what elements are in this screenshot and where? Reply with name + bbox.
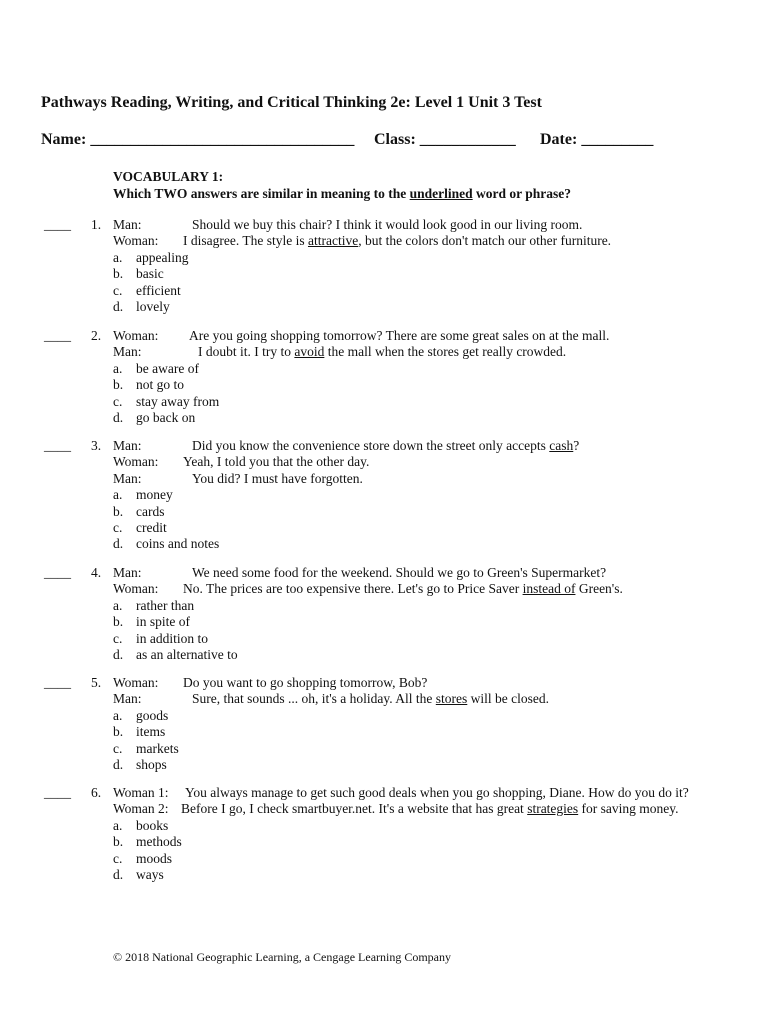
option-letter: d. bbox=[113, 757, 124, 772]
line-text: Before I go, I check smartbuyer.net. It's a website that has great bbox=[181, 801, 528, 817]
answer-option bbox=[113, 504, 164, 520]
date-field: Date: _________ bbox=[540, 131, 654, 148]
instruction-text: Which TWO answers are similar in meaning to the bbox=[113, 186, 410, 201]
answer-option bbox=[113, 598, 194, 614]
section-instruction bbox=[113, 185, 571, 202]
copyright-footer: © 2018 National Geographic Learning, a Cengage Learning Company bbox=[113, 950, 452, 964]
answer-blank[interactable]: ____ bbox=[44, 328, 71, 343]
answer-option bbox=[113, 614, 190, 630]
dialogue-line bbox=[113, 344, 566, 360]
option-text: credit bbox=[136, 520, 167, 535]
speaker: Man: bbox=[113, 691, 142, 707]
answer-blank[interactable]: ____ bbox=[44, 217, 71, 232]
option-letter: a. bbox=[113, 249, 123, 265]
option-letter: b. bbox=[113, 503, 124, 519]
option-letter: d. bbox=[113, 536, 124, 552]
line-text: You did? I must have forgotten. bbox=[192, 470, 363, 486]
answer-option bbox=[113, 394, 219, 410]
option-letter: b. bbox=[113, 724, 124, 740]
answer-option bbox=[113, 487, 173, 503]
option-letter: d. bbox=[113, 647, 124, 662]
option-letter: b. bbox=[113, 377, 124, 393]
underlined-word: stores bbox=[435, 691, 468, 707]
answer-option bbox=[113, 283, 181, 299]
answer-option bbox=[113, 631, 208, 647]
answer-option bbox=[113, 299, 170, 315]
dialogue-line bbox=[113, 581, 623, 597]
option-letter: b. bbox=[113, 266, 124, 282]
answer-option bbox=[113, 851, 172, 867]
option-text: go back on bbox=[136, 410, 196, 425]
option-text: cards bbox=[136, 503, 165, 519]
question-number: 4. bbox=[91, 565, 102, 580]
answer-option bbox=[113, 410, 195, 426]
dialogue-line bbox=[113, 801, 679, 817]
option-text: shops bbox=[136, 757, 167, 772]
class-field: Class: ____________ bbox=[374, 131, 516, 148]
speaker: Woman 1: bbox=[113, 785, 169, 800]
answer-option bbox=[113, 818, 168, 834]
line-text: We need some food for the weekend. Should we go to Green's Supermarket? bbox=[192, 565, 607, 580]
dialogue-line bbox=[113, 217, 582, 233]
dialogue-line bbox=[113, 691, 549, 707]
option-letter: a. bbox=[113, 360, 123, 376]
option-letter: a. bbox=[113, 487, 123, 503]
option-text: methods bbox=[136, 834, 182, 850]
dialogue-line bbox=[113, 454, 369, 470]
answer-option bbox=[113, 250, 188, 266]
line-text: Should we buy this chair? I think it would look good in our living room. bbox=[192, 217, 583, 232]
option-text: in spite of bbox=[136, 614, 190, 630]
option-letter: a. bbox=[113, 707, 123, 723]
line-text: Do you want to go shopping tomorrow, Bob? bbox=[183, 675, 428, 690]
option-letter: d. bbox=[113, 867, 124, 882]
answer-option bbox=[113, 377, 184, 393]
section-heading: VOCABULARY 1: bbox=[113, 169, 224, 184]
vocabulary-section-header bbox=[113, 168, 571, 202]
line-text: Sure, that sounds ... oh, it's a holiday. All the bbox=[192, 691, 436, 707]
line-text-end: Green's. bbox=[575, 581, 623, 597]
answer-option bbox=[113, 867, 164, 883]
option-letter: d. bbox=[113, 410, 124, 425]
speaker: Man: bbox=[113, 344, 142, 360]
answer-option bbox=[113, 266, 164, 282]
option-text: coins and notes bbox=[136, 536, 220, 552]
line-text: Did you know the convenience store down the street only accepts bbox=[192, 438, 550, 453]
dialogue-line bbox=[113, 233, 611, 249]
question-number: 6. bbox=[91, 785, 102, 800]
option-letter: c. bbox=[113, 282, 123, 298]
dialogue-line bbox=[113, 785, 689, 801]
answer-option bbox=[113, 834, 182, 850]
option-letter: a. bbox=[113, 597, 123, 613]
question-number: 1. bbox=[91, 217, 102, 232]
underlined-word: strategies bbox=[527, 801, 579, 817]
option-letter: c. bbox=[113, 850, 123, 866]
line-text-end: , but the colors don't match our other furniture. bbox=[358, 233, 612, 249]
dialogue-line bbox=[113, 565, 606, 581]
option-text: items bbox=[136, 724, 166, 740]
underlined-word: attractive bbox=[307, 233, 359, 249]
answer-option bbox=[113, 536, 219, 552]
underlined-word: instead of bbox=[522, 581, 576, 597]
option-letter: b. bbox=[113, 834, 124, 850]
option-text: markets bbox=[136, 740, 179, 756]
option-text: money bbox=[136, 487, 173, 503]
option-text: lovely bbox=[136, 299, 170, 314]
line-text-end: for saving money. bbox=[578, 801, 679, 817]
answer-option bbox=[113, 361, 199, 377]
speaker: Man: bbox=[113, 565, 142, 580]
option-text: not go to bbox=[136, 377, 185, 393]
speaker: Woman: bbox=[113, 233, 159, 249]
underlined-word: avoid bbox=[294, 344, 325, 360]
answer-blank[interactable]: ____ bbox=[44, 785, 71, 800]
line-text: No. The prices are too expensive there. Let's go to Price Saver bbox=[183, 581, 523, 597]
question-number: 2. bbox=[91, 328, 102, 343]
option-letter: d. bbox=[113, 299, 124, 314]
option-text: books bbox=[136, 817, 169, 833]
speaker: Man: bbox=[113, 438, 142, 453]
answer-option bbox=[113, 520, 167, 536]
option-letter: c. bbox=[113, 740, 123, 756]
answer-option bbox=[113, 724, 165, 740]
line-text-end: will be closed. bbox=[467, 691, 550, 707]
answer-option bbox=[113, 647, 238, 663]
question-number: 5. bbox=[91, 675, 102, 690]
option-text: appealing bbox=[136, 249, 189, 265]
speaker: Woman: bbox=[113, 581, 159, 597]
speaker: Woman: bbox=[113, 328, 159, 343]
question-number: 3. bbox=[91, 438, 102, 453]
dialogue-line bbox=[113, 675, 427, 691]
dialogue-line bbox=[113, 328, 609, 344]
option-text: ways bbox=[136, 867, 164, 882]
instruction-text-end: word or phrase? bbox=[472, 186, 572, 201]
speaker: Woman: bbox=[113, 675, 159, 690]
underlined-word: cash bbox=[549, 438, 574, 453]
answer-blank[interactable]: ____ bbox=[44, 565, 71, 580]
option-text: stay away from bbox=[136, 393, 220, 409]
option-letter: b. bbox=[113, 614, 124, 630]
option-text: basic bbox=[136, 266, 164, 282]
line-text: You always manage to get such good deals when you go shopping, Diane. How do you do it? bbox=[185, 785, 689, 800]
option-text: moods bbox=[136, 850, 173, 866]
speaker: Woman: bbox=[113, 454, 159, 470]
dialogue-line bbox=[113, 471, 363, 487]
name-field: Name: _________________________________ bbox=[41, 131, 355, 148]
answer-blank[interactable]: ____ bbox=[44, 438, 71, 453]
option-text: goods bbox=[136, 707, 169, 723]
line-text: Are you going shopping tomorrow? There are some great sales on at the mall. bbox=[189, 328, 610, 343]
speaker: Man: bbox=[113, 217, 142, 232]
dialogue-line bbox=[113, 438, 579, 454]
answer-option bbox=[113, 757, 167, 773]
speaker: Man: bbox=[113, 470, 142, 486]
line-text: I doubt it. I try to bbox=[198, 344, 295, 360]
line-text: I disagree. The style is bbox=[183, 233, 308, 249]
option-text: efficient bbox=[136, 282, 181, 298]
page-title: Pathways Reading, Writing, and Critical Thinking 2e: Level 1 Unit 3 Test bbox=[41, 94, 542, 111]
instruction-underlined: underlined bbox=[409, 186, 473, 201]
option-text: in addition to bbox=[136, 630, 208, 646]
answer-option bbox=[113, 708, 168, 724]
option-letter: a. bbox=[113, 817, 123, 833]
line-text: Yeah, I told you that the other day. bbox=[183, 454, 370, 470]
line-text-end: the mall when the stores get really crowded. bbox=[324, 344, 567, 360]
option-letter: c. bbox=[113, 520, 123, 535]
option-letter: c. bbox=[113, 393, 123, 409]
option-text: be aware of bbox=[136, 360, 199, 376]
answer-option bbox=[113, 741, 179, 757]
option-text: rather than bbox=[136, 597, 195, 613]
line-text-end: ? bbox=[573, 438, 580, 453]
speaker: Woman 2: bbox=[113, 801, 169, 817]
option-text: as an alternative to bbox=[136, 647, 238, 662]
answer-blank[interactable]: ____ bbox=[44, 675, 71, 690]
option-letter: c. bbox=[113, 630, 123, 646]
